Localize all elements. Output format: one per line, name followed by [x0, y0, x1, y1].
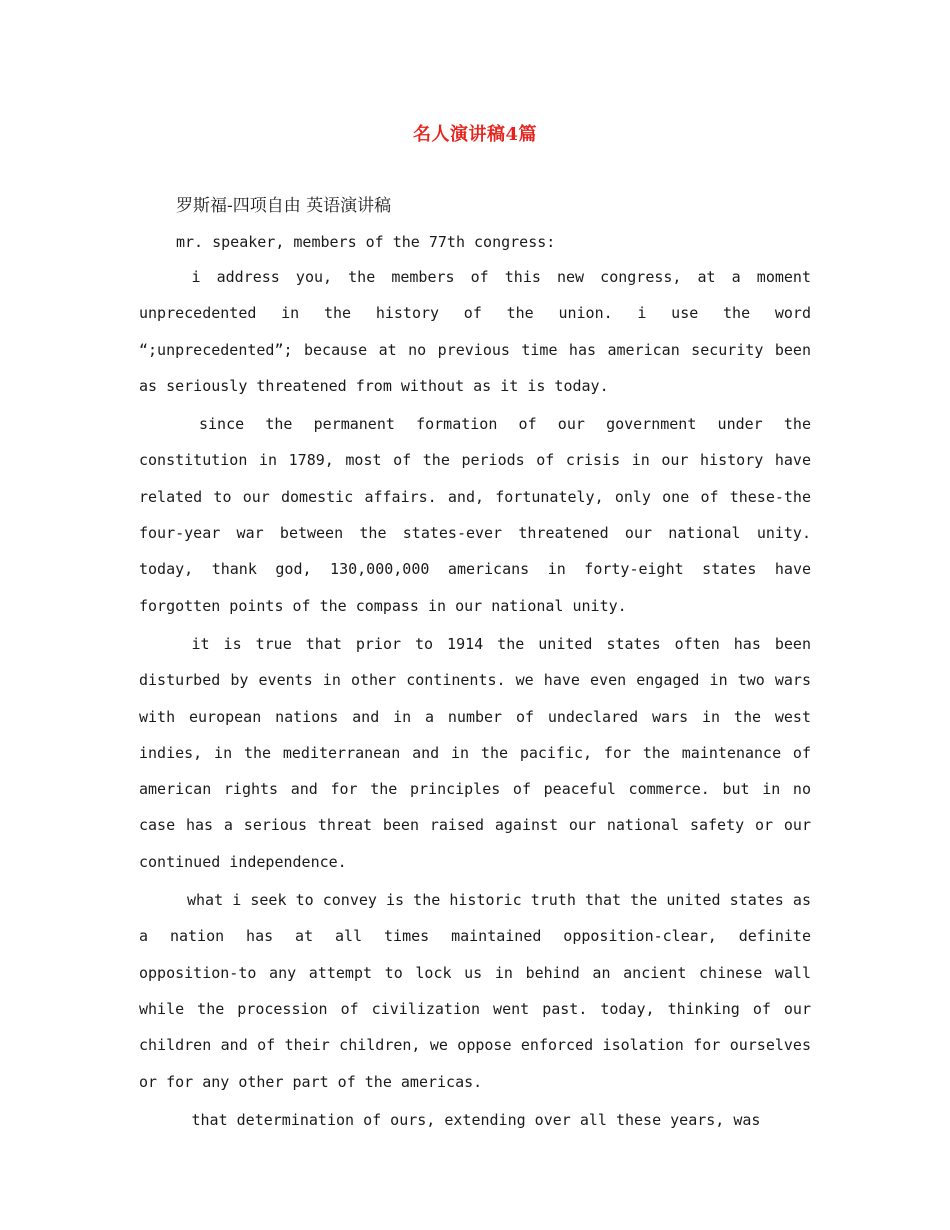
body-paragraph: it is true that prior to 1914 the united states often has been disturbed by events in other continents. we have even engaged in two wars with european nations and in a number of undeclared wars in the west indies, in the mediterranean and in the pacific, for the maintenance of american rights and for the principles of peaceful commerce. but in no case has a serious threat been raised against our national safety or our continued independence.	[139, 634, 811, 871]
body-paragraph: what i seek to convey is the historic truth that the united states as a nation has at all times maintained opposition-clear, definite opposition-to any attempt to lock us in behind an ancient chinese wall while the procession of civilization went past. today, thinking of our children and of their children, we oppose enforced isolation for ourselves or for any other part of the americas.	[139, 891, 811, 1091]
speech-subtitle: 罗斯福-四项自由 英语演讲稿	[176, 196, 392, 216]
body-paragraph: since the permanent formation of our government under the constitution in 1789, most of the periods of crisis in our history have related to our domestic affairs. and, fortunately, only one of these-the four-year war between the states-ever threatened our national unity. today, thank god, 130,000,000 americans in forty-eight states have forgotten points of the compass in our national unity.	[139, 415, 811, 615]
document-title: 名人演讲稿4篇	[412, 124, 538, 145]
salutation-paragraph: mr. speaker, members of the 77th congress:	[176, 233, 556, 251]
body-paragraph: i address you, the members of this new congress, at a moment unprecedented in the history of the union. i use the word “;unprecedented”; because at no previous time has american security been as seriously threatened from without as it is today.	[139, 268, 811, 395]
document-body	[139, 192, 811, 1140]
body-paragraph: that determination of ours, extending over all these years, was	[191, 1110, 761, 1129]
